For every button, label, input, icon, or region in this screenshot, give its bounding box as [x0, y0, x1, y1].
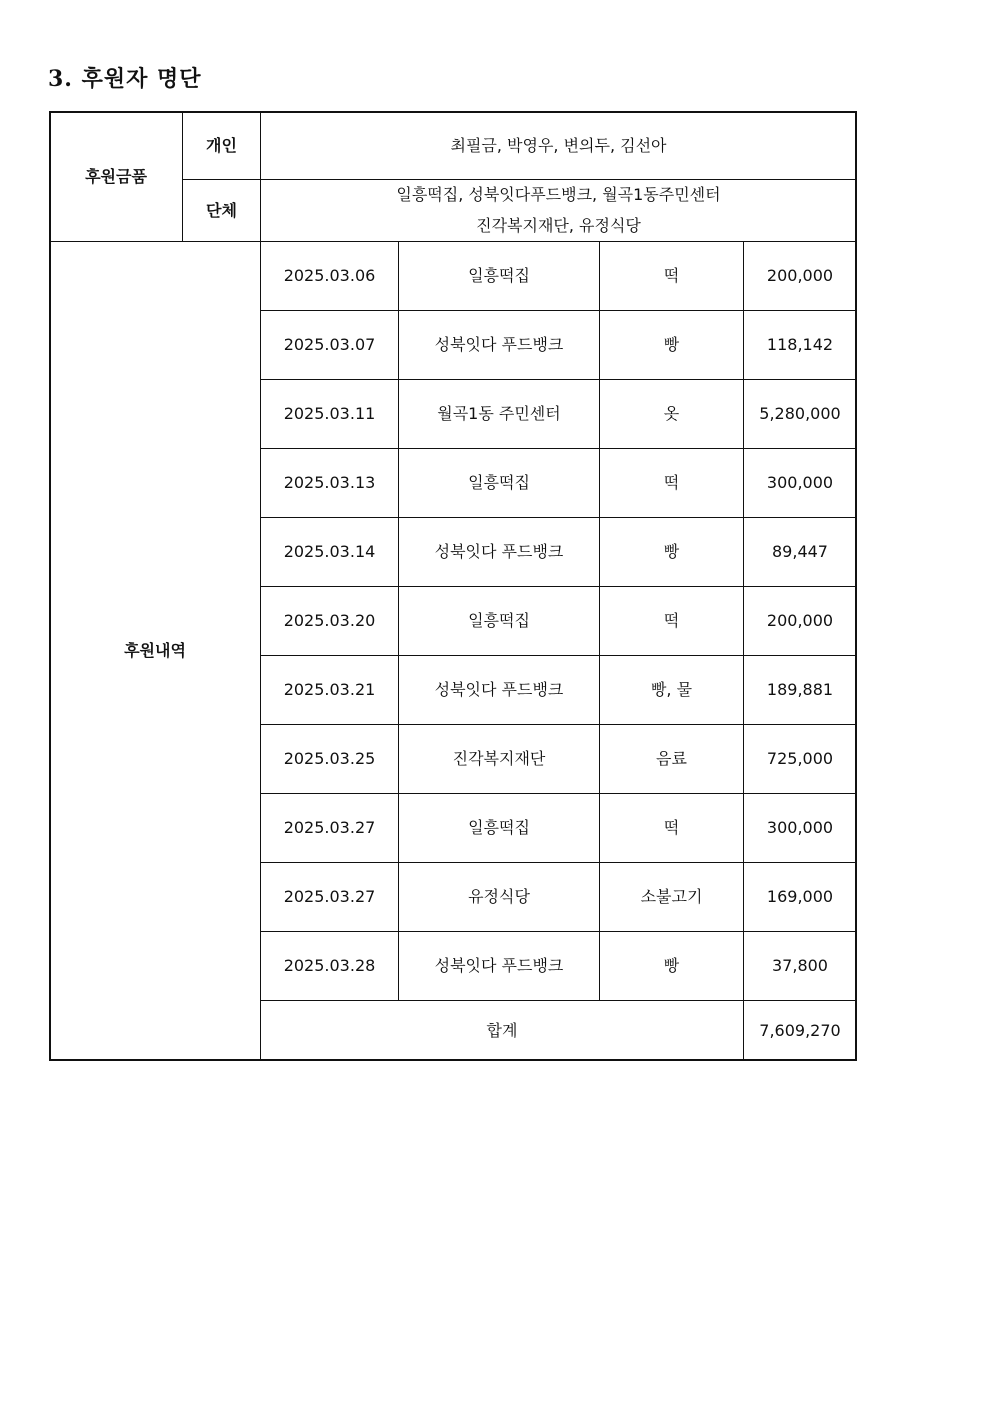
row-amount: 169,000	[766, 887, 834, 907]
row-item: 빵	[663, 956, 680, 976]
row-amount: 118,142	[766, 335, 834, 355]
column-divider	[398, 242, 399, 1001]
row-donor: 성북잇다 푸드뱅크	[434, 680, 564, 700]
row-item: 음료	[656, 749, 687, 769]
row-date: 2025.03.13	[283, 473, 376, 493]
total-amount: 7,609,270	[759, 1020, 841, 1040]
row-date: 2025.03.06	[283, 266, 376, 286]
individual-label: 개인	[206, 135, 237, 155]
goods-label: 후원금품	[85, 167, 147, 187]
row-amount: 89,447	[772, 542, 828, 562]
row-donor: 일흥떡집	[468, 818, 530, 838]
row-date: 2025.03.20	[283, 611, 376, 631]
row-item: 옷	[663, 404, 680, 424]
row-date: 2025.03.07	[283, 335, 376, 355]
row-donor: 일흥떡집	[468, 473, 530, 493]
row-amount: 200,000	[766, 611, 834, 631]
row-amount: 300,000	[766, 818, 834, 838]
row-item: 빵	[663, 335, 680, 355]
row-date: 2025.03.25	[283, 749, 376, 769]
group-names-line-1: 일흥떡집, 성북잇다푸드뱅크, 월곡1동주민센터	[396, 185, 721, 205]
row-amount: 37,800	[772, 956, 828, 976]
individual-names: 최필금, 박영우, 변의두, 김선아	[450, 135, 667, 155]
group-names-line-2: 진각복지재단, 유정식당	[476, 216, 641, 235]
row-donor: 진각복지재단	[452, 749, 546, 769]
column-divider	[743, 242, 744, 1001]
total-label: 합계	[486, 1020, 518, 1040]
row-item: 빵	[663, 542, 680, 562]
row-amount: 725,000	[766, 749, 834, 769]
history-label: 후원내역	[124, 641, 186, 661]
row-donor: 성북잇다 푸드뱅크	[434, 956, 564, 976]
group-names	[261, 180, 856, 241]
row-donor: 일흥떡집	[468, 266, 530, 286]
row-date: 2025.03.27	[283, 887, 376, 907]
row-item: 소불고기	[640, 887, 703, 907]
row-donor: 유정식당	[468, 887, 530, 907]
row-item: 떡	[663, 473, 680, 493]
row-donor: 성북잇다 푸드뱅크	[434, 542, 564, 562]
row-item: 떡	[663, 611, 680, 631]
column-divider	[599, 242, 600, 1001]
row-item: 떡	[663, 818, 680, 838]
row-date: 2025.03.27	[283, 818, 376, 838]
row-date: 2025.03.28	[283, 956, 376, 976]
column-divider	[743, 1000, 744, 1060]
row-amount: 300,000	[766, 473, 834, 493]
section-title: 3. 후원자 명단	[48, 66, 202, 92]
row-donor: 성북잇다 푸드뱅크	[434, 335, 564, 355]
row-donor: 일흥떡집	[468, 611, 530, 631]
row-item: 빵, 물	[650, 680, 693, 700]
row-date: 2025.03.14	[283, 542, 376, 562]
row-date: 2025.03.21	[283, 680, 376, 700]
row-amount: 189,881	[766, 680, 834, 700]
row-date: 2025.03.11	[283, 404, 376, 424]
row-donor: 월곡1동 주민센터	[437, 404, 561, 424]
row-amount: 5,280,000	[759, 404, 841, 424]
group-label: 단체	[206, 200, 237, 220]
row-amount: 200,000	[766, 266, 834, 286]
row-item: 떡	[663, 266, 680, 286]
